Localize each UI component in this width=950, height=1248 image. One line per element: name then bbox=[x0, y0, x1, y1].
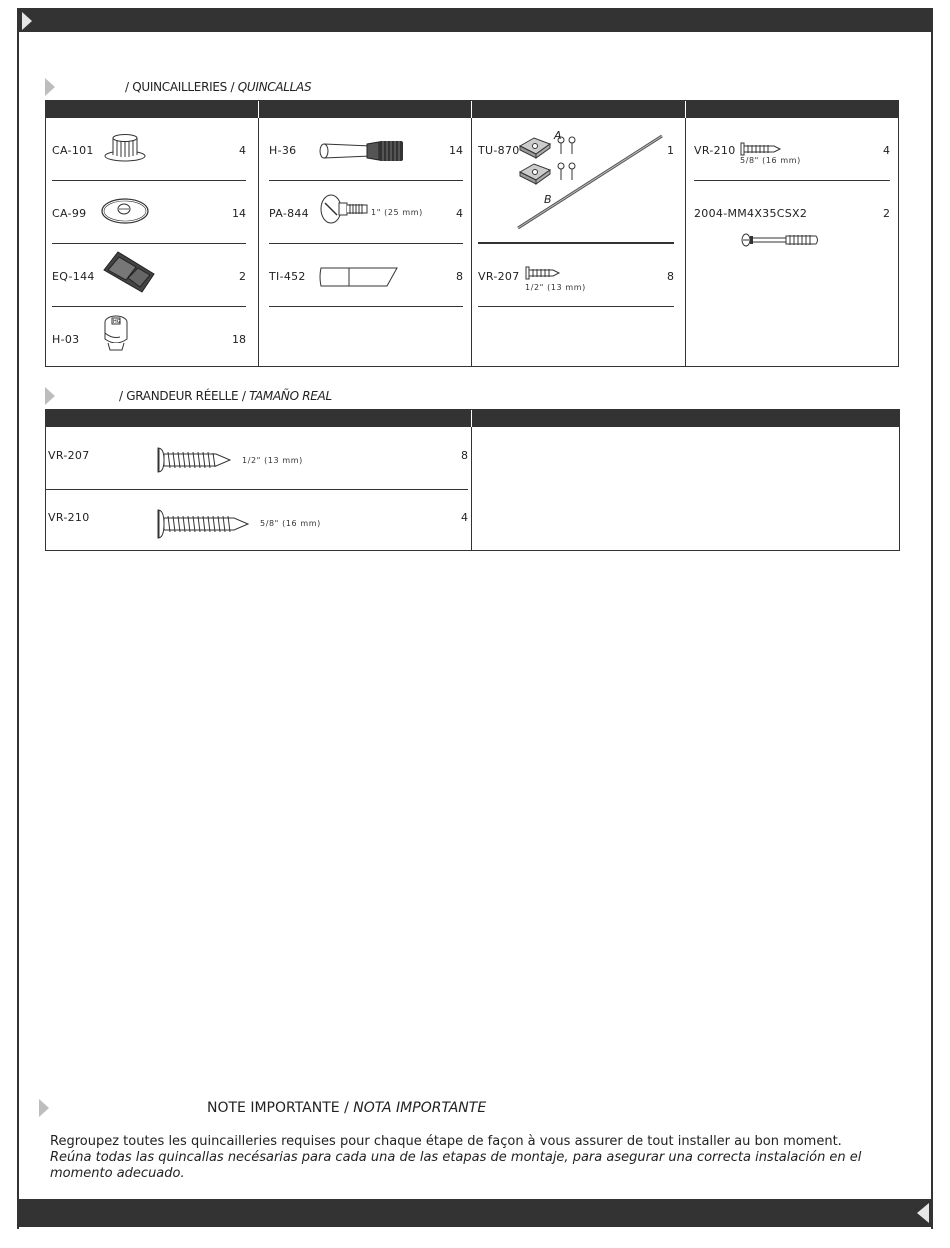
actual-size-title-es: TAMAÑO REAL bbox=[249, 389, 332, 403]
screw-icon bbox=[740, 142, 782, 156]
label-a: A bbox=[554, 129, 562, 142]
actual-size-column-2 bbox=[471, 427, 899, 550]
section-arrow-icon bbox=[45, 387, 55, 405]
long-screw-icon bbox=[740, 233, 820, 247]
shelf-pin-icon bbox=[319, 262, 399, 292]
item-qty: 2 bbox=[883, 207, 890, 220]
actual-size-table bbox=[45, 409, 900, 551]
actual-size-column-1 bbox=[46, 427, 471, 550]
hardware-title-fr: / QUINCAILLERIES / bbox=[125, 80, 235, 94]
actual-size-title-fr: / GRANDEUR RÉELLE / bbox=[119, 389, 246, 403]
item-qty: 8 bbox=[456, 270, 463, 283]
hardware-item bbox=[52, 181, 246, 244]
item-code: H-03 bbox=[52, 333, 80, 346]
item-code: PA-844 bbox=[269, 207, 309, 220]
actual-size-row bbox=[46, 490, 468, 551]
section-arrow-icon bbox=[39, 1099, 49, 1117]
item-code: VR-207 bbox=[478, 270, 520, 283]
note-body bbox=[50, 1134, 920, 1182]
hardware-table-header bbox=[46, 101, 898, 118]
page-corner-arrow-icon bbox=[917, 1203, 929, 1223]
item-size: 1" (25 mm) bbox=[371, 208, 423, 217]
item-qty: 8 bbox=[461, 449, 468, 462]
hardware-item bbox=[269, 181, 463, 244]
item-code: VR-210 bbox=[694, 144, 736, 157]
hardware-section-title bbox=[125, 80, 311, 94]
item-qty: 4 bbox=[456, 207, 463, 220]
hardware-item bbox=[694, 118, 890, 181]
note-title-fr: NOTE IMPORTANTE / bbox=[207, 1100, 349, 1116]
screw-bolt-icon bbox=[319, 193, 371, 225]
item-size: 5/8" (16 mm) bbox=[740, 156, 801, 165]
item-code: 2004-MM4X35CSX2 bbox=[694, 207, 808, 220]
actual-size-row bbox=[46, 427, 468, 490]
note-title bbox=[207, 1100, 486, 1116]
actual-size-section-title bbox=[119, 389, 332, 403]
item-size: 1/2" (13 mm) bbox=[525, 283, 586, 292]
hardware-column-4 bbox=[685, 118, 898, 366]
note-text-es: Reúna todas las quincallas necésarias para cada una de las etapas de montaje, para asegurar una correcta instalación en el momento adecuado. bbox=[50, 1150, 862, 1181]
rod-assembly-icon bbox=[516, 130, 666, 240]
label-b: B bbox=[544, 193, 552, 206]
hardware-column-2 bbox=[258, 118, 471, 366]
screw-icon bbox=[525, 266, 561, 280]
item-qty: 18 bbox=[232, 333, 246, 346]
cam-lock-icon bbox=[102, 130, 148, 164]
item-qty: 4 bbox=[239, 144, 246, 157]
item-code: TI-452 bbox=[269, 270, 306, 283]
footer-bar bbox=[17, 1199, 933, 1227]
svg-text:HG: HG bbox=[113, 319, 121, 325]
item-qty: 1 bbox=[667, 144, 674, 157]
cam-fitting-icon bbox=[100, 313, 132, 353]
hardware-title-es: QUINCALLAS bbox=[237, 80, 312, 94]
cap-icon bbox=[100, 197, 150, 225]
corner-bracket-icon bbox=[100, 248, 156, 294]
note-title-es: NOTA IMPORTANTE bbox=[353, 1100, 487, 1116]
item-code: EQ-144 bbox=[52, 270, 95, 283]
item-code: VR-210 bbox=[48, 511, 90, 524]
hardware-item bbox=[269, 118, 463, 181]
item-code: VR-207 bbox=[48, 449, 90, 462]
hardware-item bbox=[269, 244, 463, 307]
item-qty: 14 bbox=[449, 144, 463, 157]
hardware-item bbox=[52, 118, 246, 181]
item-qty: 4 bbox=[883, 144, 890, 157]
hardware-item bbox=[52, 244, 246, 307]
section-arrow-icon bbox=[45, 78, 55, 96]
item-size: 1/2" (13 mm) bbox=[242, 456, 303, 465]
item-code: CA-101 bbox=[52, 144, 94, 157]
hardware-item bbox=[478, 244, 674, 307]
item-size: 5/8" (16 mm) bbox=[260, 519, 321, 528]
item-qty: 2 bbox=[239, 270, 246, 283]
item-qty: 8 bbox=[667, 270, 674, 283]
dowel-screw-icon bbox=[319, 138, 409, 164]
hardware-item bbox=[694, 181, 890, 244]
hardware-column-3 bbox=[471, 118, 685, 366]
item-qty: 4 bbox=[461, 511, 468, 524]
hardware-column-1 bbox=[46, 118, 258, 366]
screw-actual-size-icon bbox=[156, 509, 250, 539]
actual-size-table-header bbox=[46, 410, 899, 427]
item-code: CA-99 bbox=[52, 207, 87, 220]
item-code: TU-870 bbox=[478, 144, 520, 157]
hardware-table bbox=[45, 100, 899, 367]
hardware-item bbox=[478, 118, 674, 244]
screw-actual-size-icon bbox=[156, 447, 232, 473]
hardware-item bbox=[52, 307, 246, 370]
note-text-fr: Regroupez toutes les quincailleries requises pour chaque étape de façon à vous assurer de tout installer au bon moment. bbox=[50, 1134, 842, 1149]
item-qty: 14 bbox=[232, 207, 246, 220]
item-code: H-36 bbox=[269, 144, 297, 157]
